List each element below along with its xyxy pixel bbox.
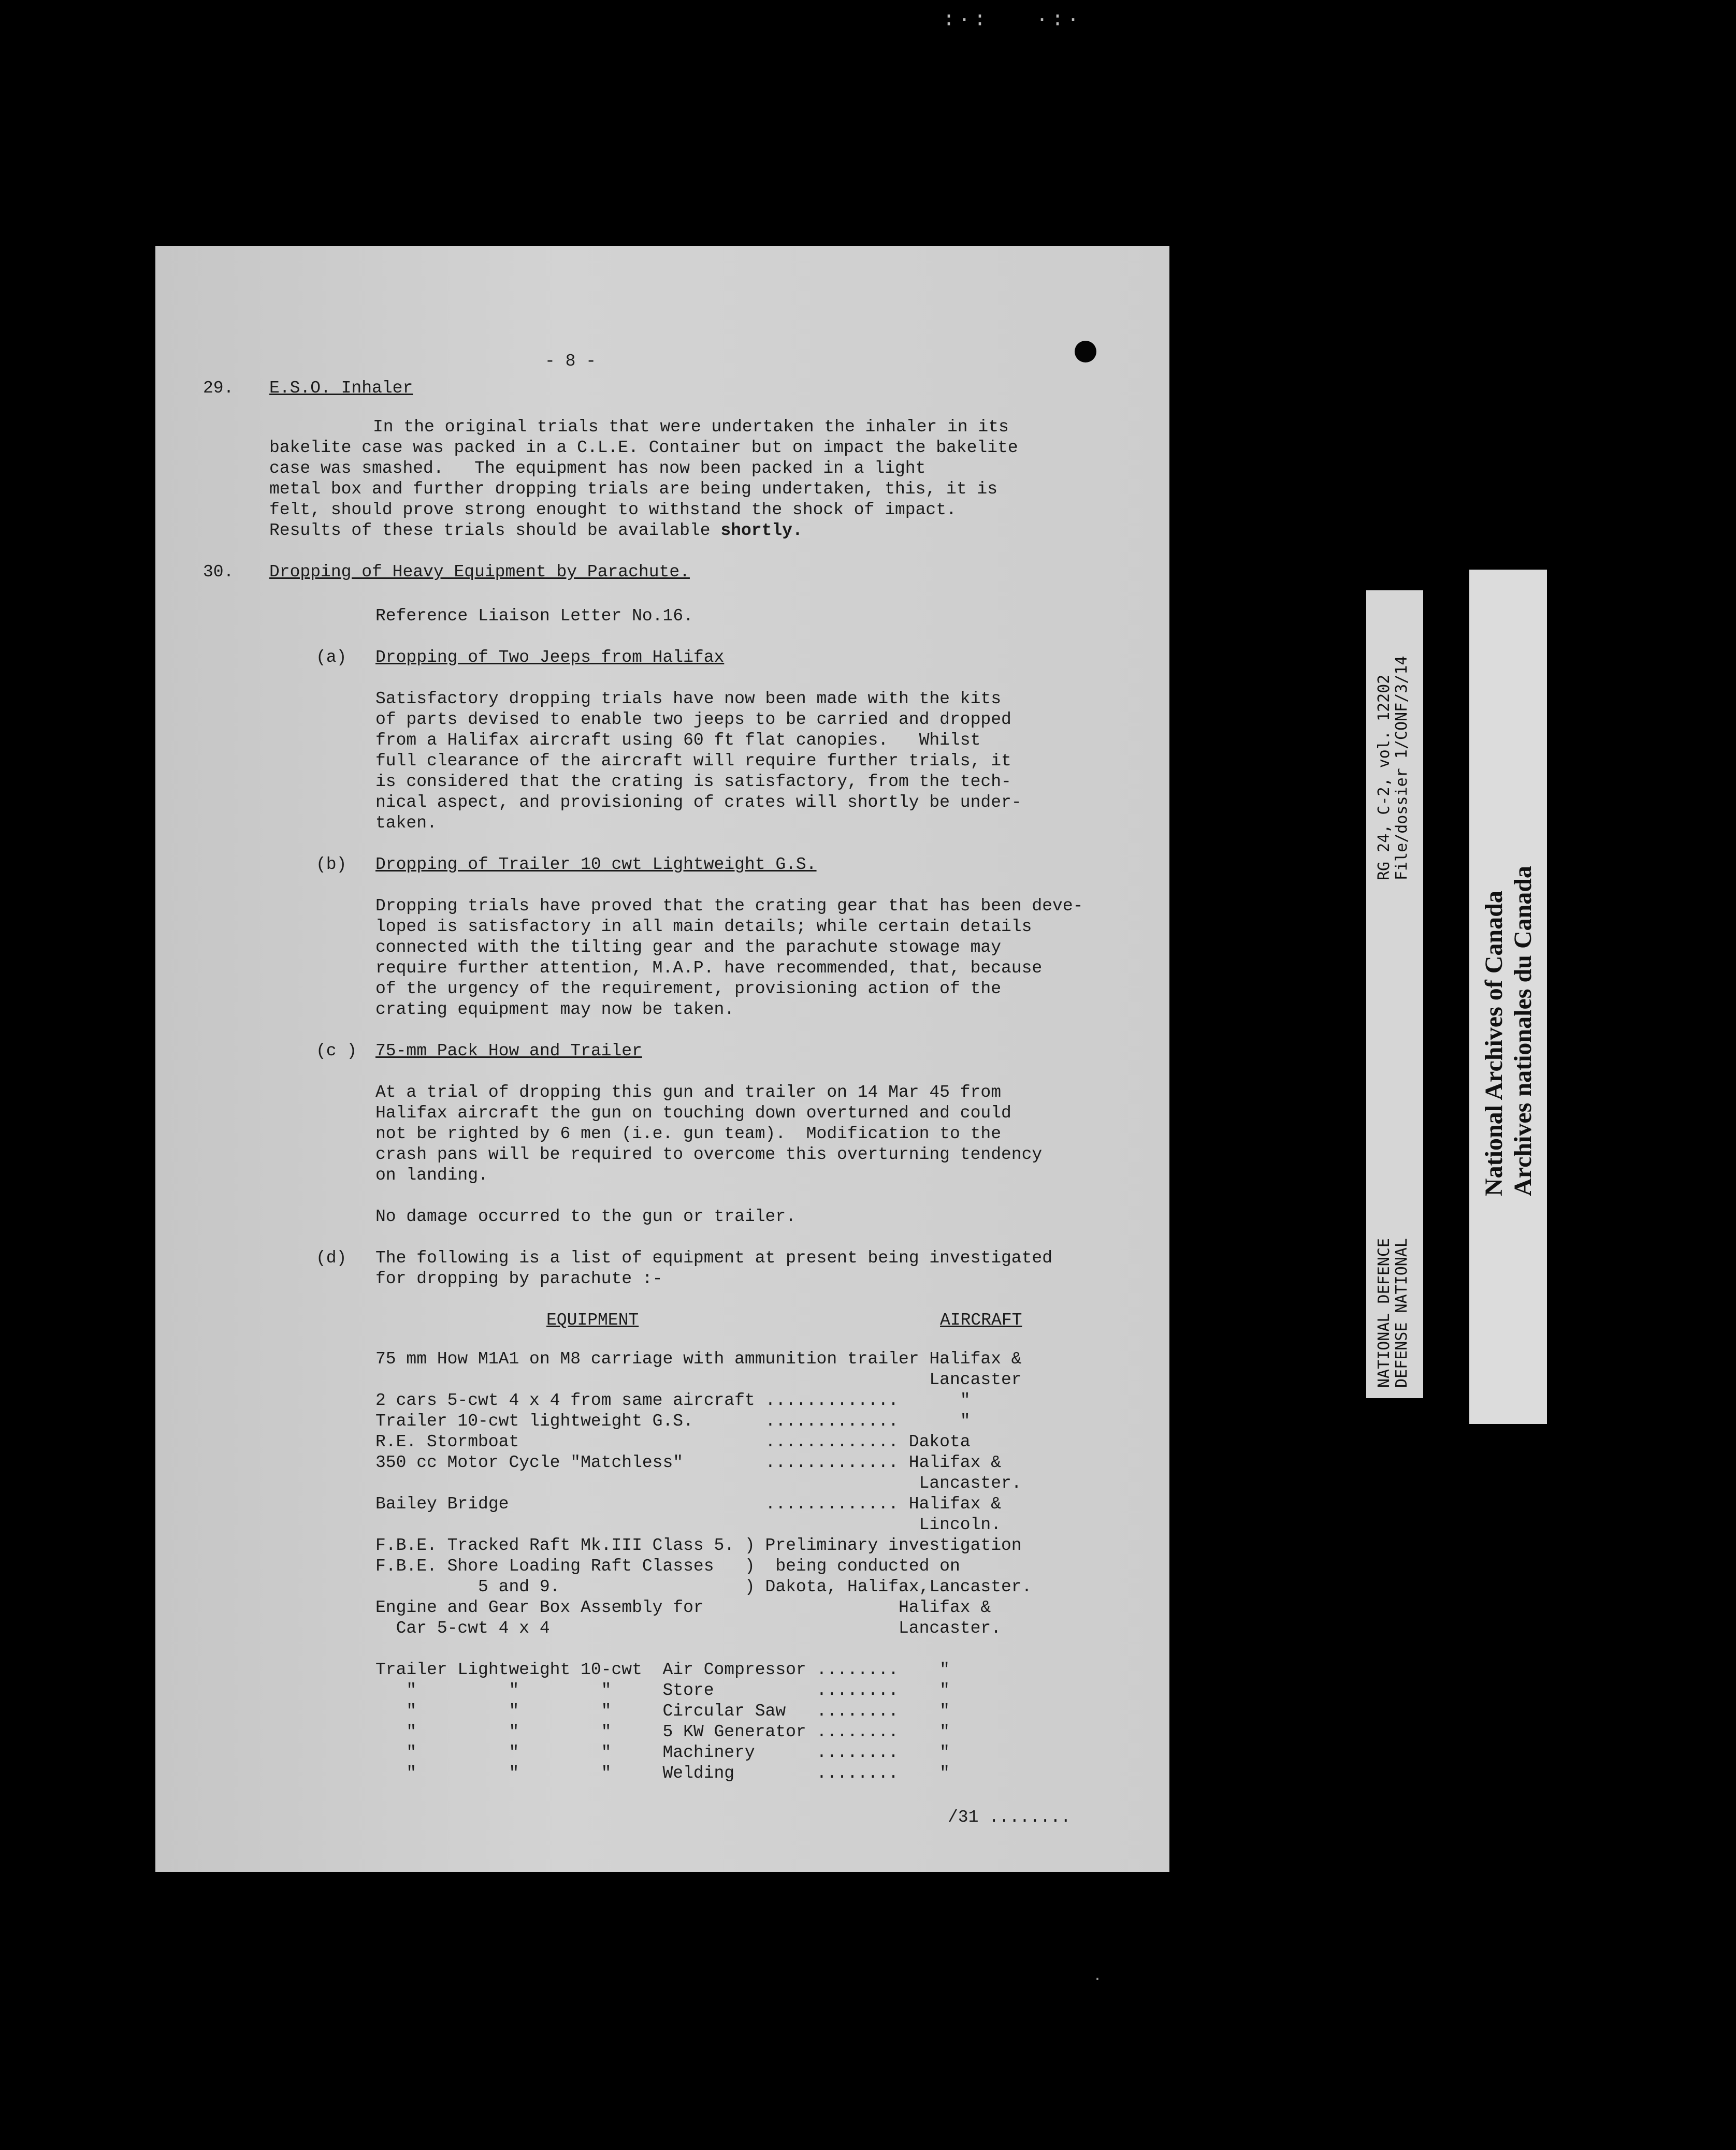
paragraph-line: is considered that the crating is satisfactory, from the tech- (375, 772, 1011, 791)
table-row: " " " Machinery ........ " (375, 1743, 950, 1762)
film-edge-marks: :·: ·:· (943, 9, 1083, 32)
paragraph-line: taken. (375, 813, 437, 833)
table-row: F.B.E. Shore Loading Raft Classes ) being conducted on (375, 1557, 960, 1576)
paragraph-line: from a Halifax aircraft using 60 ft flat canopies. Whilst (375, 731, 981, 750)
archive-reference-strip (1366, 590, 1423, 1398)
table-row: " " " Store ........ " (375, 1681, 950, 1700)
paragraph-line: The following is a list of equipment at present being investigated (375, 1248, 1053, 1268)
paragraph-line: case was smashed. The equipment has now been packed in a light (269, 459, 926, 478)
table-row: 350 cc Motor Cycle "Matchless" ............. Halifax & (375, 1453, 1001, 1472)
paragraph-line: for dropping by parachute :- (375, 1269, 663, 1288)
table-row: " " " Circular Saw ........ " (375, 1702, 950, 1721)
paragraph-text: Results of these trials should be available (269, 521, 721, 540)
subsection-label: (d) (316, 1248, 347, 1268)
paragraph-line: of the urgency of the requirement, provisioning action of the (375, 979, 1001, 998)
table-row: R.E. Stormboat ............. Dakota (375, 1432, 971, 1451)
archives-name: Archives nationales du Canada (1509, 866, 1537, 1196)
subsection-heading: Dropping of Trailer 10 cwt Lightweight G.S. (375, 855, 817, 874)
paragraph-emphasis: shortly. (720, 521, 803, 540)
paragraph-line: require further attention, M.A.P. have recommended, that, because (375, 958, 1043, 978)
paragraph-line: not be righted by 6 men (i.e. gun team). Modification to the (375, 1124, 1001, 1143)
table-row: 75 mm How M1A1 on M8 carriage with ammunition trailer Halifax & (375, 1349, 1022, 1369)
table-row: 2 cars 5-cwt 4 x 4 from same aircraft ............. " (375, 1391, 971, 1410)
table-row: Engine and Gear Box Assembly for Halifax & (375, 1598, 991, 1617)
paragraph-line: Satisfactory dropping trials have now been made with the kits (375, 689, 1001, 708)
paragraph-line: crash pans will be required to overcome this overturning tendency (375, 1145, 1043, 1164)
punch-hole (1075, 341, 1096, 362)
subsection-label: (b) (316, 855, 347, 874)
subsection-label: (c ) (316, 1041, 357, 1061)
section-heading: E.S.O. Inhaler (269, 379, 413, 398)
archive-reference-line: File/dossier 1/CONF/3/14 (1393, 656, 1411, 880)
archives-name: National Archives of Canada (1480, 891, 1508, 1196)
document-page (155, 246, 1169, 1872)
archive-reference-line: RG 24, C-2, vol. 12202 (1375, 674, 1393, 880)
table-row: " " " 5 KW Generator ........ " (375, 1722, 950, 1741)
table-header-aircraft: AIRCRAFT (940, 1311, 1022, 1330)
film-edge-mark: . (1093, 1968, 1103, 1985)
table-row: Lancaster. (375, 1474, 1022, 1493)
subsection-label: (a) (316, 648, 347, 667)
table-row: Trailer Lightweight 10-cwt Air Compressor ........ " (375, 1660, 950, 1679)
paragraph-line: full clearance of the aircraft will require further trials, it (375, 751, 1011, 771)
table-row: 5 and 9. ) Dakota, Halifax,Lancaster. (375, 1577, 1032, 1596)
table-row: F.B.E. Tracked Raft Mk.III Class 5. ) Preliminary investigation (375, 1536, 1022, 1555)
paragraph-line (269, 520, 803, 541)
paragraph-line: At a trial of dropping this gun and trailer on 14 Mar 45 from (375, 1083, 1001, 1102)
paragraph-line: metal box and further dropping trials are being undertaken, this, it is (269, 480, 998, 499)
table-row: Car 5-cwt 4 x 4 Lancaster. (375, 1619, 1001, 1638)
paragraph-line: loped is satisfactory in all main details; while certain details (375, 917, 1032, 936)
department-label: DEFENSE NATIONAL (1393, 1238, 1411, 1388)
archives-label-strip (1469, 570, 1547, 1424)
page-number: - 8 - (545, 352, 597, 371)
subsection-heading: 75-mm Pack How and Trailer (375, 1041, 642, 1061)
table-row: Bailey Bridge ............. Halifax & (375, 1494, 1001, 1514)
paragraph-line: bakelite case was packed in a C.L.E. Container but on impact the bakelite (269, 438, 1018, 457)
paragraph-line: of parts devised to enable two jeeps to be carried and dropped (375, 710, 1011, 729)
table-row: Lancaster (375, 1370, 1022, 1389)
paragraph-line: on landing. (375, 1166, 488, 1185)
paragraph-line: Dropping trials have proved that the crating gear that has been deve- (375, 896, 1083, 916)
department-label: NATIONAL DEFENCE (1375, 1238, 1393, 1388)
reference-line: Reference Liaison Letter No.16. (375, 606, 693, 626)
paragraph-line: Halifax aircraft the gun on touching down overturned and could (375, 1103, 1011, 1123)
paragraph-line: No damage occurred to the gun or trailer. (375, 1207, 796, 1226)
paragraph-line: felt, should prove strong enought to withstand the shock of impact. (269, 500, 957, 519)
table-row: Trailer 10-cwt lightweight G.S. ............. " (375, 1412, 971, 1431)
subsection-heading: Dropping of Two Jeeps from Halifax (375, 648, 725, 667)
paragraph-line: In the original trials that were undertaken the inhaler in its (373, 417, 1009, 437)
section-number: 29. (203, 379, 234, 398)
table-header-equipment: EQUIPMENT (546, 1311, 639, 1330)
paragraph-line: nical aspect, and provisioning of crates will shortly be under- (375, 793, 1022, 812)
continuation-marker: /31 ........ (948, 1808, 1071, 1827)
paragraph-line: crating equipment may now be taken. (375, 1000, 735, 1019)
section-number: 30. (203, 562, 234, 582)
table-row: " " " Welding ........ " (375, 1764, 950, 1783)
section-heading: Dropping of Heavy Equipment by Parachute. (269, 562, 690, 582)
table-row: Lincoln. (375, 1515, 1001, 1534)
paragraph-line: connected with the tilting gear and the parachute stowage may (375, 938, 1001, 957)
